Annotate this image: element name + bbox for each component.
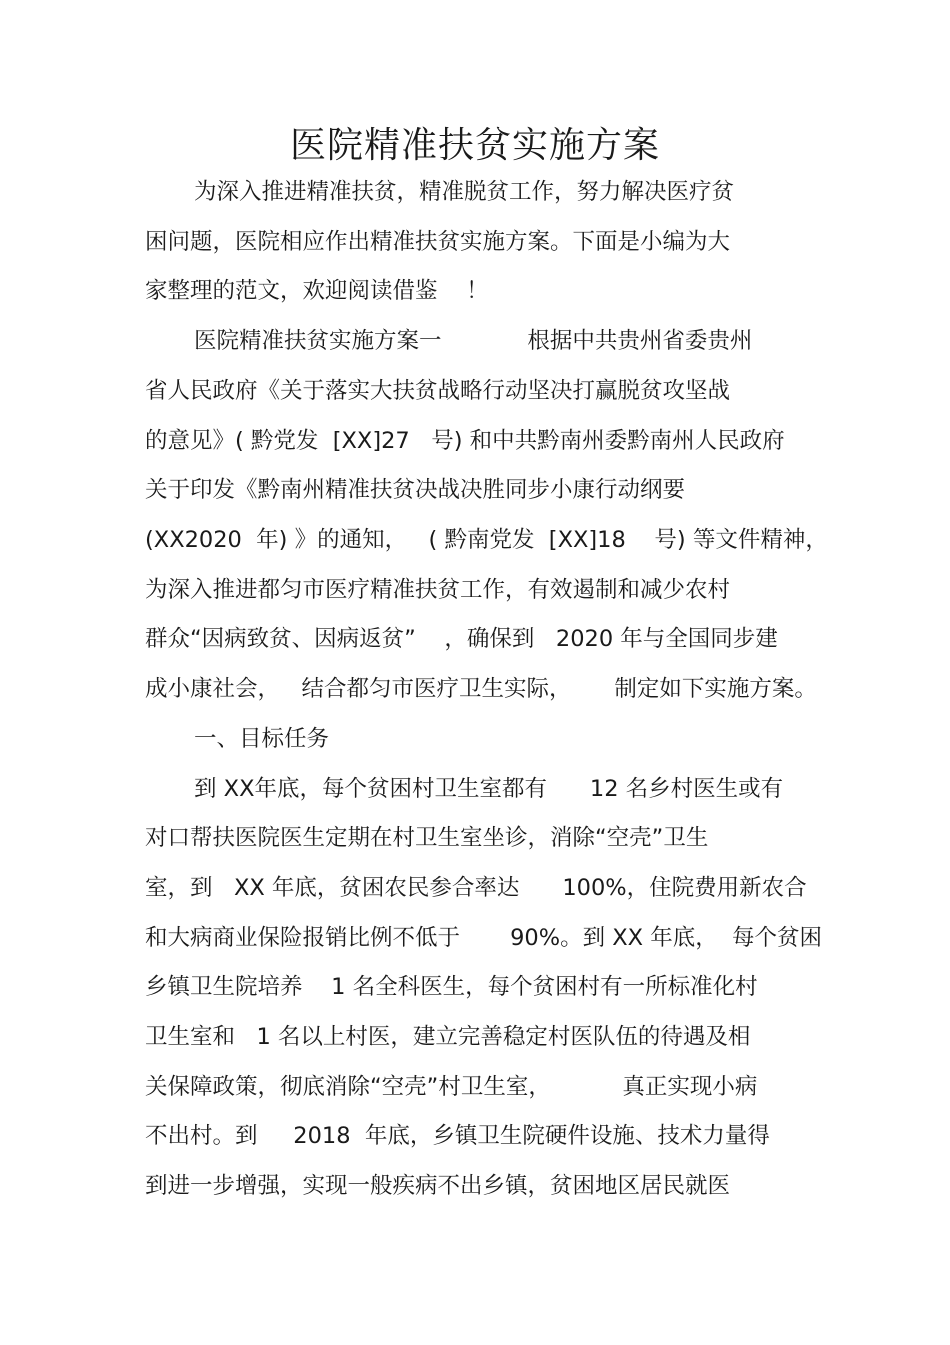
body-line: 对口帮扶医院医生定期在村卫生室坐诊，消除“空壳”卫生 — [145, 825, 709, 851]
body-line: 为深入推进精准扶贫，精准脱贫工作，努力解决医疗贫 — [194, 179, 735, 205]
body-line: 为深入推进都匀市医疗精准扶贫工作，有效遏制和减少农村 — [145, 577, 731, 603]
body-line: 的意见》( 黔党发 [XX]27 号) 和中共黔南州委黔南州人民政府 — [145, 428, 785, 454]
body-line: 困问题，医院相应作出精准扶贫实施方案。下面是小编为大 — [145, 229, 731, 255]
body-line: 成小康社会， 结合都匀市医疗卫生实际， 制定如下实施方案。 — [145, 676, 817, 702]
body-line: 不出村。到 2018 年底，乡镇卫生院硬件设施、技术力量得 — [145, 1123, 770, 1149]
body-line: 群众“因病致贫、因病返贫” ，确保到 2020 年与全国同步建 — [145, 626, 778, 652]
body-line: 卫生室和 1 名以上村医，建立完善稳定村医队伍的待遇及相 — [145, 1024, 751, 1050]
body-line: 到 XX年底，每个贫困村卫生室都有 12 名乡村医生或有 — [194, 776, 784, 802]
body-line: 到进一步增强，实现一般疾病不出乡镇，贫困地区居民就医 — [145, 1173, 731, 1199]
body-line: 省人民政府《关于落实大扶贫战略行动坚决打赢脱贫攻坚战 — [145, 378, 731, 404]
body-line: 关保障政策，彻底消除“空壳”村卫生室， 真正实现小病 — [145, 1074, 758, 1100]
body-line: 医院精准扶贫实施方案一 根据中共贵州省委贵州 — [194, 328, 753, 354]
document-title: 医院精准扶贫实施方案 — [289, 125, 660, 166]
body-line: (XX2020 年) 》的通知， ( 黔南党发 [XX]18 号) 等文件精神， — [145, 527, 828, 553]
section-heading: 一、目标任务 — [194, 726, 330, 752]
body-line: 家整理的范文，欢迎阅读借鉴 ！ — [145, 278, 489, 304]
body-line: 和大病商业保险报销比例不低于 90%。到 XX 年底， 每个贫困 — [145, 925, 823, 951]
body-line: 乡镇卫生院培养 1 名全科医生，每个贫困村有一所标准化村 — [145, 974, 758, 1000]
body-line: 室，到 XX 年底，贫困农民参合率达 100%，住院费用新农合 — [145, 875, 807, 901]
body-line: 关于印发《黔南州精准扶贫决战决胜同步小康行动纲要 — [145, 477, 686, 503]
